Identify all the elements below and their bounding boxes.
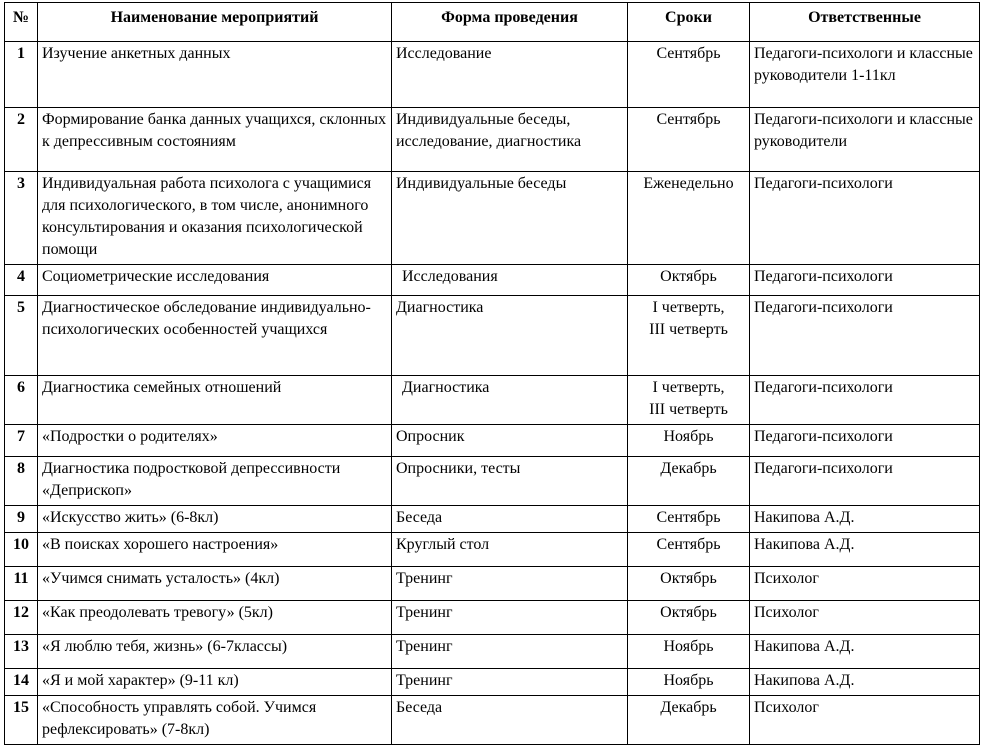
row-number: 10 [5,533,38,567]
event-term: Октябрь [628,601,750,635]
event-responsible: Педагоги-психологи [750,172,980,265]
event-form: Опросники, тесты [392,457,628,506]
event-term: I четверть, III четверть [628,296,750,376]
event-responsible: Психолог [750,696,980,745]
header-form: Форма проведения [392,3,628,42]
event-name: «Способность управлять собой. Учимся рефлексировать» (7-8кл) [38,696,392,745]
event-form: Тренинг [392,669,628,696]
row-number: 8 [5,457,38,506]
event-form: Тренинг [392,601,628,635]
header-num: № [5,3,38,42]
event-form: Тренинг [392,635,628,669]
event-responsible: Психолог [750,567,980,601]
event-name: «Я и мой характер» (9-11 кл) [38,669,392,696]
row-number: 5 [5,296,38,376]
event-term: Сентябрь [628,108,750,172]
event-name: Социометрические исследования [38,265,392,296]
row-number: 11 [5,567,38,601]
event-responsible: Накипова А.Д. [750,533,980,567]
row-number: 12 [5,601,38,635]
table-row [5,296,980,376]
row-number: 6 [5,376,38,425]
event-term: I четверть, III четверть [628,376,750,425]
table-row [5,376,980,425]
table-row [5,457,980,506]
table-row [5,265,980,296]
row-number: 7 [5,425,38,457]
row-number: 15 [5,696,38,745]
table-row [5,42,980,108]
event-form: Индивидуальные беседы, исследование, диагностика [392,108,628,172]
event-term: Ноябрь [628,425,750,457]
table-row [5,635,980,669]
event-term: Декабрь [628,457,750,506]
table-row [5,506,980,533]
event-form: Беседа [392,696,628,745]
event-name: «Учимся снимать усталость» (4кл) [38,567,392,601]
event-name: Формирование банка данных учащихся, склонных к депрессивным состояниям [38,108,392,172]
event-name: «Искусство жить» (6-8кл) [38,506,392,533]
event-term: Сентябрь [628,533,750,567]
table-row [5,696,980,745]
event-responsible: Педагоги-психологи [750,296,980,376]
row-number: 9 [5,506,38,533]
event-form: Диагностика [392,296,628,376]
event-responsible: Психолог [750,601,980,635]
event-responsible: Педагоги-психологи [750,425,980,457]
row-number: 4 [5,265,38,296]
event-name: «В поисках хорошего настроения» [38,533,392,567]
event-responsible: Накипова А.Д. [750,506,980,533]
event-form: Беседа [392,506,628,533]
event-term: Октябрь [628,567,750,601]
table-row [5,108,980,172]
event-responsible: Педагоги-психологи [750,265,980,296]
event-term: Сентябрь [628,506,750,533]
event-form: Индивидуальные беседы [392,172,628,265]
event-responsible: Педагоги-психологи [750,376,980,425]
table-row [5,533,980,567]
event-name: «Как преодолевать тревогу» (5кл) [38,601,392,635]
header-resp: Ответственные [750,3,980,42]
event-form: Тренинг [392,567,628,601]
event-name: Диагностика подростковой депрессивности «Депрископ» [38,457,392,506]
row-number: 2 [5,108,38,172]
event-term: Сентябрь [628,42,750,108]
event-term: Декабрь [628,696,750,745]
event-responsible: Педагоги-психологи и классные руководители [750,108,980,172]
table-row [5,172,980,265]
row-number: 3 [5,172,38,265]
row-number: 14 [5,669,38,696]
event-responsible: Педагоги-психологи и классные руководители 1-11кл [750,42,980,108]
event-name: Изучение анкетных данных [38,42,392,108]
header-term: Сроки [628,3,750,42]
table-row [5,567,980,601]
row-number: 13 [5,635,38,669]
event-form: Исследования [392,265,628,296]
table-row [5,669,980,696]
table-row [5,601,980,635]
event-responsible: Педагоги-психологи [750,457,980,506]
event-name: «Я люблю тебя, жизнь» (6-7классы) [38,635,392,669]
event-name: Индивидуальная работа психолога с учащимися для психологического, в том числе, анонимного консультирования и оказания психологической помощи [38,172,392,265]
header-row [5,3,980,42]
event-name: Диагностическое обследование индивидуально-психологических особенностей учащихся [38,296,392,376]
event-term: Октябрь [628,265,750,296]
table-row [5,425,980,457]
row-number: 1 [5,42,38,108]
event-responsible: Накипова А.Д. [750,635,980,669]
event-form: Исследование [392,42,628,108]
event-form: Круглый стол [392,533,628,567]
event-term: Ноябрь [628,635,750,669]
event-form: Диагностика [392,376,628,425]
event-name: «Подростки о родителях» [38,425,392,457]
event-responsible: Накипова А.Д. [750,669,980,696]
event-term: Еженедельно [628,172,750,265]
event-form: Опросник [392,425,628,457]
event-term: Ноябрь [628,669,750,696]
event-name: Диагностика семейных отношений [38,376,392,425]
events-table [4,2,980,745]
header-name: Наименование мероприятий [38,3,392,42]
